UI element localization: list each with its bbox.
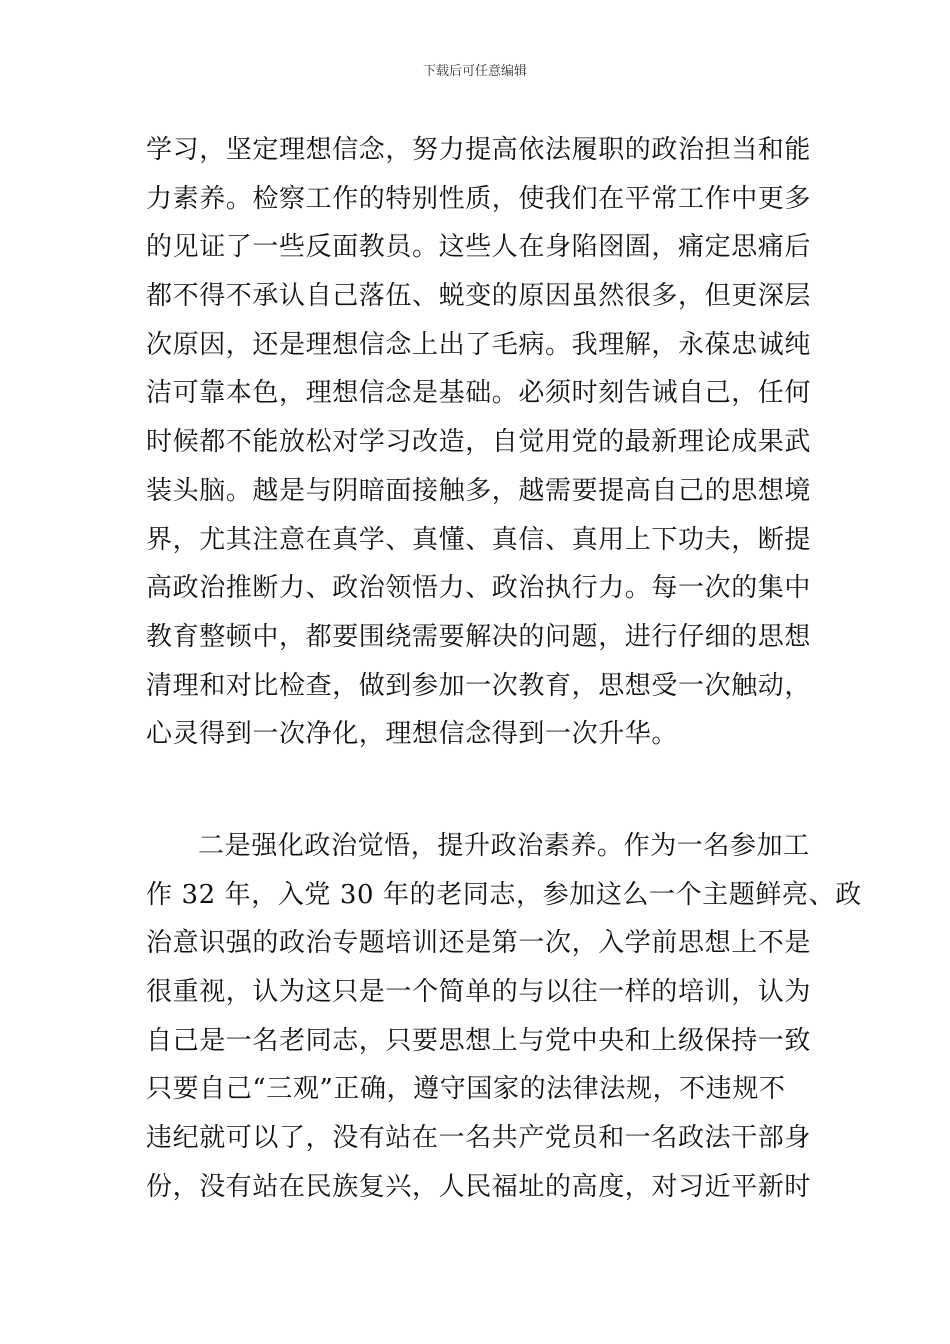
paragraph-line: 力素养。检察工作的特别性质，使我们在平常工作中更多	[146, 183, 812, 214]
paragraph-line: 次原因，还是理想信念上出了毛病。我理解，永葆忠诚纯	[146, 329, 812, 360]
paragraph-line: 时候都不能放松对学习改造，自觉用党的最新理论成果武	[146, 427, 812, 458]
paragraph-line: 心灵得到一次净化，理想信念得到一次升华。	[146, 719, 679, 750]
paragraph-line: 作 32 年，入党 30 年的老同志，参加这么一个主题鲜亮、政	[146, 879, 862, 910]
paragraph-line: 学习，坚定理想信念，努力提高依法履职的政治担当和能	[146, 135, 812, 165]
paragraph-line: 自己是一名老同志，只要思想上与党中央和上级保持一致	[146, 1025, 812, 1056]
paragraph-line: 洁可靠本色，理想信念是基础。必须时刻告诫自己，任何	[146, 378, 812, 409]
paragraph-line: 都不得不承认自己落伍、蜕变的原因虽然很多，但更深层	[146, 281, 812, 312]
paragraph-line: 清理和对比检查，做到参加一次教育，思想受一次触动，	[146, 670, 812, 701]
paragraph-line: 的见证了一些反面教员。这些人在身陷囹圄，痛定思痛后	[146, 232, 812, 263]
paragraph-line: 只要自己“三观”正确，遵守国家的法律法规，不违规不	[146, 1074, 786, 1105]
paragraph-line: 教育整顿中，都要围绕需要解决的问题，进行仔细的思想	[146, 621, 812, 652]
paragraph-line: 治意识强的政治专题培训还是第一次，入学前思想上不是	[146, 928, 812, 959]
paragraph-line: 二是强化政治觉悟，提升政治素养。作为一名参加工	[198, 831, 810, 861]
paragraph-line: 份，没有站在民族复兴，人民福址的高度，对习近平新时	[146, 1171, 812, 1202]
paragraph-line: 很重视，认为这只是一个简单的与以往一样的培训，认为	[146, 977, 812, 1008]
paragraph-line: 装头脑。越是与阴暗面接触多，越需要提高自己的思想境	[146, 475, 812, 506]
paragraph-line: 违纪就可以了，没有站在一名共产党员和一名政法干部身	[146, 1123, 812, 1154]
paragraph-line: 界，尤其注意在真学、真懂、真信、真用上下功夫，断提	[146, 524, 812, 555]
page-header-note: 下载后可任意编辑	[422, 64, 527, 79]
paragraph-2	[146, 822, 862, 1212]
paragraph-line: 高政治推断力、政治领悟力、政治执行力。每一次的集中	[146, 573, 812, 604]
paragraph-1	[146, 126, 812, 759]
